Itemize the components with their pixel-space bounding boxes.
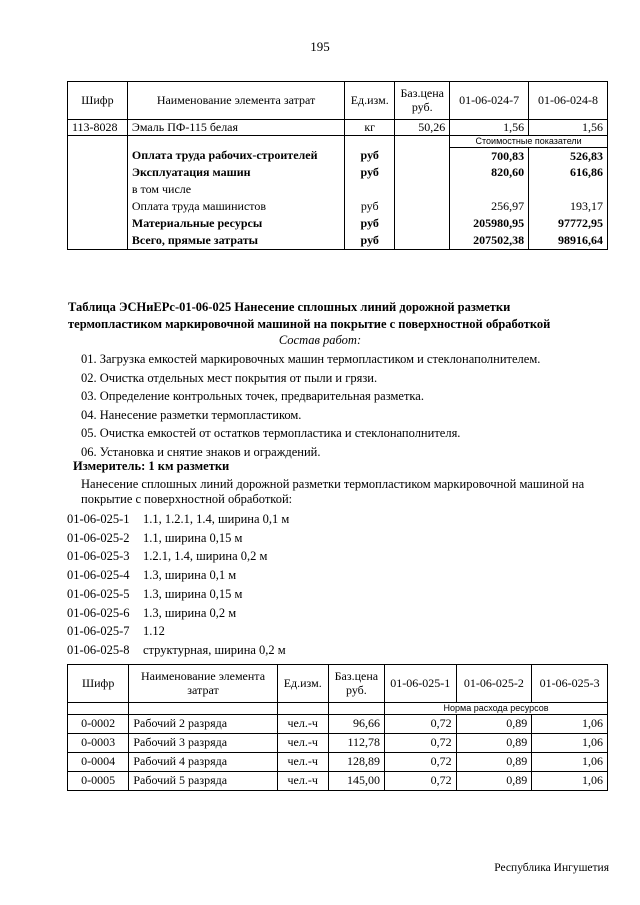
cell-value: 1,56 (529, 120, 608, 136)
cell-name: Эксплуатация машин (127, 165, 344, 182)
cell-unit: руб (345, 165, 395, 182)
table-row (68, 715, 608, 734)
cell-code: 113-8028 (68, 120, 128, 136)
cell-value: 0,72 (385, 715, 457, 734)
list-item (67, 585, 289, 604)
table-row (68, 148, 608, 165)
region-footer: Республика Ингушетия (494, 862, 609, 874)
list-item (67, 604, 289, 623)
table-row (68, 216, 608, 233)
cell-value: 97772,95 (529, 216, 608, 233)
cell-name: Оплата труда машинистов (127, 199, 344, 216)
norm-label: Норма расхода ресурсов (385, 703, 608, 715)
cell-value: 820,60 (450, 165, 529, 182)
cell-value: 0,72 (385, 753, 457, 772)
item-text: 1.2.1, 1.4, ширина 0,2 м (143, 549, 268, 564)
cell-value: 98916,64 (529, 233, 608, 250)
work-composition-heading: Состав работ: (278, 333, 362, 347)
table-row (68, 165, 608, 182)
cell-value: 1,06 (532, 772, 608, 791)
cell-value: 1,06 (532, 734, 608, 753)
header-col-025-1: 01-06-025-1 (385, 665, 457, 703)
cell-unit: руб (345, 148, 395, 165)
cell-unit: кг (345, 120, 395, 136)
cost-table-024 (67, 81, 608, 250)
cell-unit: чел.-ч (277, 753, 328, 772)
header-base-price: Баз.цена руб. (328, 665, 384, 703)
table-row (68, 772, 608, 791)
list-item (67, 547, 289, 566)
table-title (68, 299, 628, 333)
cell-unit (345, 182, 395, 199)
table-row (68, 233, 608, 250)
header-col-025-3: 01-06-025-3 (532, 665, 608, 703)
measure-unit: Измеритель: 1 км разметки (73, 459, 230, 473)
codes-list (67, 510, 289, 660)
description: Нанесение сплошных линий дорожной разметки термопластиком маркировочной машиной на покрытие с поверхностной обработкой: (81, 477, 585, 506)
header-base-price: Баз.цена руб. (395, 82, 450, 120)
cell-value: 1,56 (450, 120, 529, 136)
cell-value: 0,89 (456, 772, 532, 791)
item-code: 01-06-025-2 (67, 530, 130, 545)
list-item: 01. Загрузка емкостей маркировочных машин термопластиком и стеклонаполнителем. (81, 352, 541, 366)
cell-name: Рабочий 2 разряда (129, 715, 277, 734)
page-number: 195 (310, 39, 330, 54)
header-name: Наименование элемента затрат (127, 82, 344, 120)
cell-unit: чел.-ч (277, 734, 328, 753)
cell-unit: чел.-ч (277, 772, 328, 791)
item-text: 1.12 (143, 624, 165, 639)
cell-value (450, 182, 529, 199)
list-item (67, 641, 289, 660)
item-text: 1.3, ширина 0,15 м (143, 586, 243, 601)
cell-value: 0,72 (385, 734, 457, 753)
cell-unit: руб (345, 199, 395, 216)
cell-name: Всего, прямые затраты (127, 233, 344, 250)
cell-name: Оплата труда рабочих-строителей (127, 148, 344, 165)
cell-code: 0-0004 (68, 753, 129, 772)
cell-value: 700,83 (450, 148, 529, 165)
cost-indicators-label: Стоимостные показатели (450, 136, 608, 148)
item-text: 1.1, 1.2.1, 1.4, ширина 0,1 м (143, 512, 290, 526)
cell-price: 96,66 (328, 715, 384, 734)
table-title-line: Таблица ЭСНиЕРс-01-06-025 Нанесение сплошных линий дорожной разметки (68, 300, 511, 314)
header-name: Наименование элемента затрат (129, 665, 277, 703)
cell-name: Рабочий 4 разряда (129, 753, 277, 772)
cost-label-row (68, 136, 608, 148)
cell-value: 207502,38 (450, 233, 529, 250)
cell-value: 205980,95 (450, 216, 529, 233)
cell-value: 616,86 (529, 165, 608, 182)
cell-code: 0-0002 (68, 715, 129, 734)
table-row (68, 199, 608, 216)
list-item: 05. Очистка емкостей от остатков термопластика и стеклонаполнителя. (81, 426, 461, 440)
cell-price: 128,89 (328, 753, 384, 772)
list-item: 04. Нанесение разметки термопластиком. (81, 407, 302, 422)
item-code: 01-06-025-1 (67, 512, 130, 526)
cell-value (529, 182, 608, 199)
list-item (67, 622, 289, 641)
item-text: структурная, ширина 0,2 м (143, 642, 286, 657)
cell-name: Рабочий 5 разряда (129, 772, 277, 791)
list-item (67, 566, 289, 585)
cell-name: Рабочий 3 разряда (129, 734, 277, 753)
cell-value: 0,89 (456, 753, 532, 772)
item-text: 1.1, ширина 0,15 м (143, 530, 243, 545)
header-col-025-2: 01-06-025-2 (456, 665, 532, 703)
table-header-row (68, 665, 608, 703)
header-unit: Ед.изм. (345, 82, 395, 120)
list-item: 02. Очистка отдельных мест покрытия от пыли и грязи. (81, 370, 378, 385)
table-header-row (68, 82, 608, 120)
item-code: 01-06-025-5 (67, 586, 130, 601)
cell-name: Эмаль ПФ-115 белая (127, 120, 344, 136)
item-code: 01-06-025-8 (67, 642, 130, 657)
list-item (67, 510, 289, 529)
header-col-024-7: 01-06-024-7 (450, 82, 529, 120)
header-col-024-8: 01-06-024-8 (529, 82, 608, 120)
cell-name: Материальные ресурсы (127, 216, 344, 233)
cell-code: 0-0005 (68, 772, 129, 791)
item-code: 01-06-025-3 (67, 549, 130, 564)
table-title-line: термопластиком маркировочной машиной на покрытие с поверхностной обработкой (68, 317, 551, 331)
item-code: 01-06-025-7 (67, 624, 130, 639)
work-steps-list (81, 350, 540, 461)
cell-value: 526,83 (529, 148, 608, 165)
cell-value: 0,89 (456, 715, 532, 734)
norm-label-row (68, 703, 608, 715)
header-code: Шифр (68, 665, 129, 703)
cell-price: 145,00 (328, 772, 384, 791)
cell-value: 193,17 (529, 199, 608, 216)
cell-unit: руб (345, 233, 395, 250)
item-text: 1.3, ширина 0,1 м (143, 568, 237, 583)
cell-code: 0-0003 (68, 734, 129, 753)
cell-value: 0,89 (456, 734, 532, 753)
cell-unit: руб (345, 216, 395, 233)
cell-price: 112,78 (328, 734, 384, 753)
table-row (68, 120, 608, 136)
list-item: 06. Установка и снятие знаков и ограждений. (81, 444, 321, 459)
item-code: 01-06-025-6 (67, 605, 130, 620)
cell-unit: чел.-ч (277, 715, 328, 734)
header-unit: Ед.изм. (277, 665, 328, 703)
cell-value: 0,72 (385, 772, 457, 791)
cell-value: 256,97 (450, 199, 529, 216)
header-code: Шифр (68, 82, 128, 120)
resource-table-025 (67, 664, 608, 791)
list-item: 03. Определение контрольных точек, предварительная разметка. (81, 389, 424, 403)
table-row (68, 734, 608, 753)
cell-name: в том числе (127, 182, 344, 199)
list-item (67, 529, 289, 548)
cell-value: 1,06 (532, 715, 608, 734)
cell-value: 1,06 (532, 753, 608, 772)
table-row (68, 753, 608, 772)
cell-price: 50,26 (395, 120, 450, 136)
item-code: 01-06-025-4 (67, 568, 130, 583)
item-text: 1.3, ширина 0,2 м (143, 605, 237, 620)
table-row (68, 182, 608, 199)
